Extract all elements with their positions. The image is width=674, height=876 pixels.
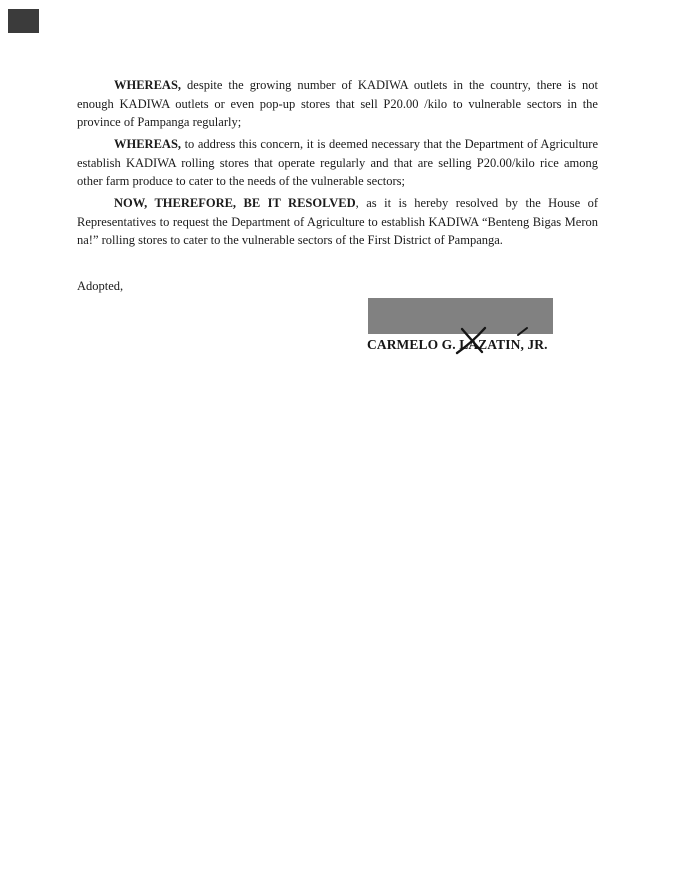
signature-stroke xyxy=(448,326,568,356)
adopted-label: Adopted, xyxy=(77,279,124,293)
whereas-paragraph-1 xyxy=(77,76,598,132)
paragraph-body: to address this concern, it is deemed necessary that the Department of Agriculture establish KADIWA rolling stores that operate regularly and that are selling P20.00/kilo rice among other farm produce to cater to the needs of the vulnerable sectors; xyxy=(77,137,598,189)
resolved-paragraph xyxy=(77,194,598,250)
paragraph-lead: WHEREAS, xyxy=(114,137,182,151)
paragraph-lead: WHEREAS, xyxy=(114,78,182,92)
scan-artifact-corner-mark xyxy=(8,9,39,33)
whereas-paragraph-2 xyxy=(77,135,598,191)
paragraph-body: , as it is hereby resolved by the House of Representatives to request the Department of Agriculture to establish KADIWA “Benteng Bigas Meron na!” rolling stores to cater to the vulnerable sectors of the First District of Pampanga. xyxy=(77,196,598,248)
paragraph-body: despite the growing number of KADIWA outlets in the country, there is not enough KADIWA outlets or even pop-up stores that sell P20.00 /kilo to vulnerable sectors in the province of Pampanga regularly; xyxy=(77,78,598,130)
paragraph-lead: NOW, THEREFORE, BE IT RESOLVED xyxy=(114,196,356,210)
signatory-name: CARMELO G. LAZATIN, JR. xyxy=(367,337,548,352)
